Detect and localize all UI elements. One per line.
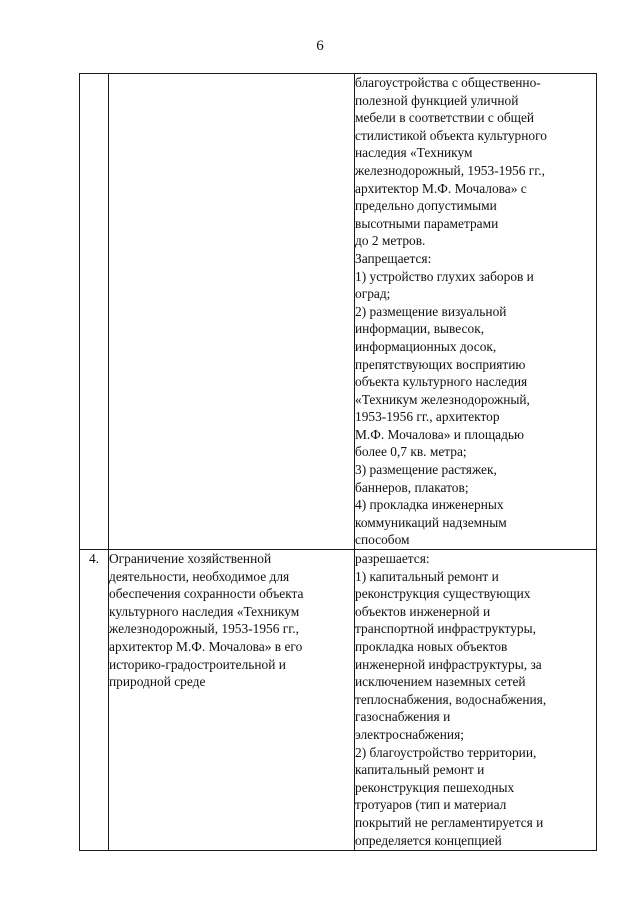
text-line: М.Ф. Мочалова» и площадью bbox=[355, 426, 524, 442]
text-line: до 2 метров. bbox=[355, 233, 426, 249]
table-row bbox=[80, 74, 597, 550]
text-line: 4) прокладка инженерных bbox=[355, 497, 504, 513]
text-line: 1953-1956 гг., архитектор bbox=[355, 409, 500, 425]
text-line: транспортной инфраструктуры, bbox=[355, 621, 536, 637]
text-line: прокладка новых объектов bbox=[355, 639, 508, 654]
text-line: тротуаров (тип и материал bbox=[355, 797, 507, 813]
text-line: информации, вывесок, bbox=[355, 321, 485, 337]
text-line: разрешается: bbox=[355, 551, 430, 567]
text-line: объекта культурного наследия bbox=[355, 374, 528, 390]
text-line: высотными параметрами bbox=[355, 215, 499, 231]
text-line: 2) размещение визуальной bbox=[355, 303, 507, 319]
text-line: природной среде bbox=[109, 674, 206, 690]
text-line: реконструкция существующих bbox=[355, 586, 531, 602]
text-line: объектов инженерной и bbox=[355, 603, 491, 619]
restriction-name-text bbox=[109, 550, 354, 691]
text-line: обеспечения сохранности объекта bbox=[109, 586, 304, 602]
restriction-name-cell bbox=[109, 550, 355, 851]
row-number-cell bbox=[80, 74, 109, 550]
row-number-cell: 4. bbox=[80, 550, 109, 851]
text-line: «Техникум железнодорожный, bbox=[355, 391, 530, 407]
text-line: оград; bbox=[355, 286, 391, 302]
regulations-table bbox=[79, 73, 597, 851]
requirements-text bbox=[355, 74, 596, 549]
text-line: железнодорожный, 1953-1956 гг., bbox=[109, 621, 299, 637]
text-line: определяется концепцией bbox=[355, 832, 502, 848]
text-line: способом bbox=[355, 532, 410, 548]
requirements-cell bbox=[355, 74, 597, 550]
text-line: предельно допустимыми bbox=[355, 198, 497, 214]
text-line: 1) капитальный ремонт и bbox=[355, 568, 499, 584]
text-line: архитектор М.Ф. Мочалова» с bbox=[355, 180, 527, 196]
text-line: благоустройства с общественно- bbox=[355, 75, 541, 90]
text-line: наследия «Техникум bbox=[355, 145, 473, 161]
text-line: реконструкция пешеходных bbox=[355, 779, 515, 795]
text-line: инженерной инфраструктуры, за bbox=[355, 656, 542, 672]
table-row bbox=[80, 550, 597, 851]
text-line: коммуникаций надземным bbox=[355, 514, 507, 530]
text-line: архитектор М.Ф. Мочалова» в его bbox=[109, 639, 303, 654]
text-line: препятствующих восприятию bbox=[355, 356, 526, 372]
text-line: деятельности, необходимое для bbox=[109, 568, 290, 584]
text-line: Запрещается: bbox=[355, 250, 432, 266]
text-line: историко-градостроительной и bbox=[109, 656, 286, 672]
text-line: стилистикой объекта культурного bbox=[355, 127, 547, 143]
text-line: теплоснабжения, водоснабжения, bbox=[355, 691, 547, 707]
text-line: электроснабжения; bbox=[355, 726, 464, 742]
text-line: Ограничение хозяйственной bbox=[109, 551, 272, 567]
text-line: мебели в соответствии с общей bbox=[355, 110, 535, 126]
restriction-name-cell bbox=[109, 74, 355, 550]
page-number: 6 bbox=[316, 38, 324, 54]
text-line: покрытий не регламентируется и bbox=[355, 814, 544, 830]
text-line: полезной функцией уличной bbox=[355, 92, 519, 108]
text-line: 2) благоустройство территории, bbox=[355, 744, 537, 760]
text-line: железнодорожный, 1953-1956 гг., bbox=[355, 162, 545, 178]
text-line: исключением наземных сетей bbox=[355, 674, 526, 690]
text-line: 1) устройство глухих заборов и bbox=[355, 268, 534, 284]
text-line: более 0,7 кв. метра; bbox=[355, 444, 467, 460]
text-line: баннеров, плакатов; bbox=[355, 479, 469, 495]
requirements-cell bbox=[355, 550, 597, 851]
text-line: информационных досок, bbox=[355, 338, 497, 354]
text-line: культурного наследия «Техникум bbox=[109, 603, 300, 619]
requirements-text bbox=[355, 550, 596, 849]
text-line: капитальный ремонт и bbox=[355, 762, 485, 778]
text-line: газоснабжения и bbox=[355, 709, 451, 725]
text-line: 3) размещение растяжек, bbox=[355, 462, 497, 478]
